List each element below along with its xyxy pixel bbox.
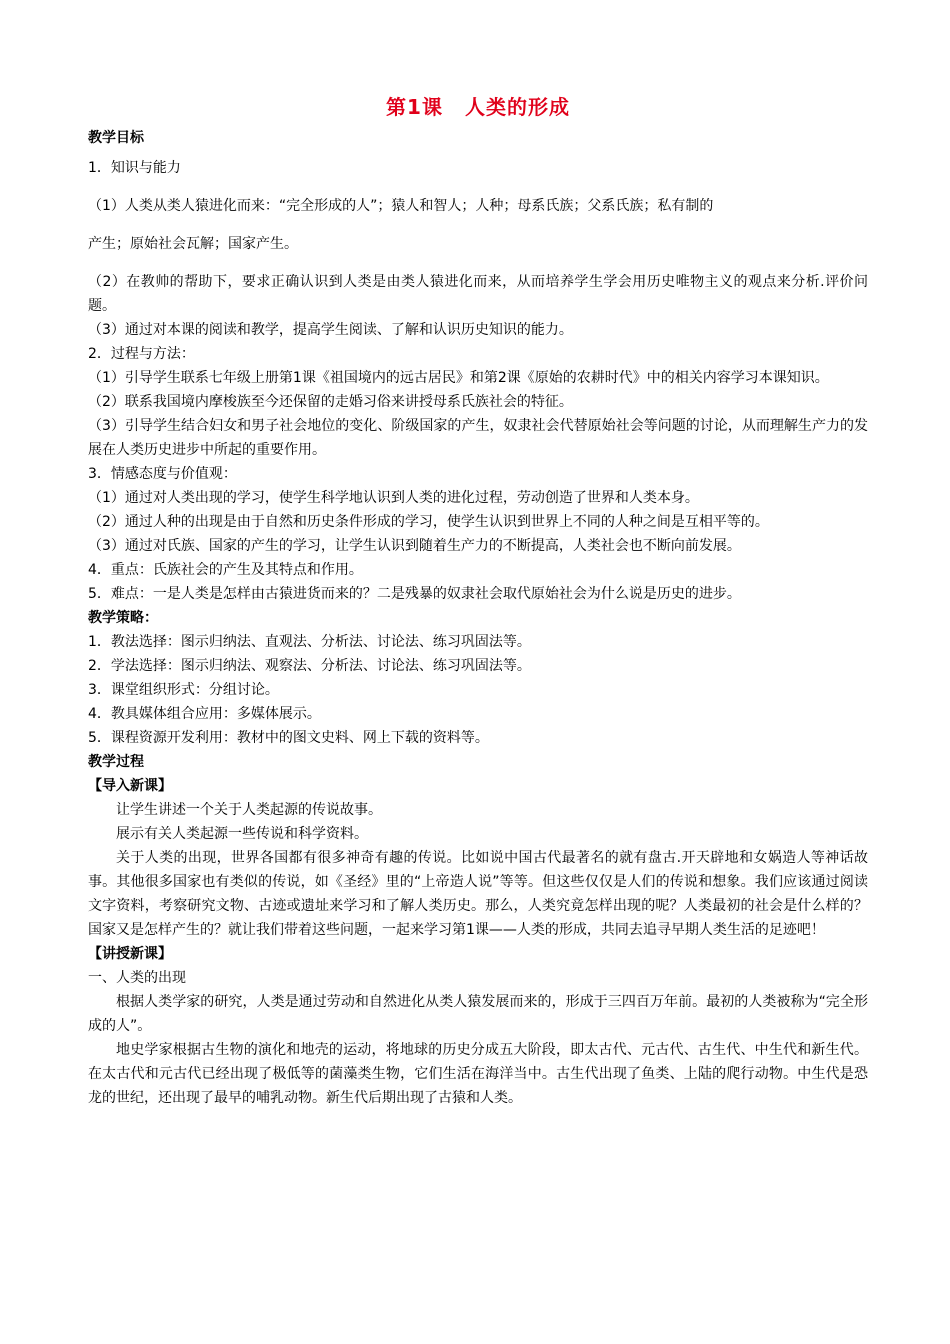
goal-item: （2）联系我国境内摩梭族至今还保留的走婚习俗来讲授母系氏族社会的特征。 xyxy=(88,394,573,410)
goal-item-continued: 产生；原始社会瓦解；国家产生。 xyxy=(88,236,298,252)
goal-item: （2）在教帅的帮助下，要求正确认识到人类是由类人猿进化而来，从而培养学生学会用历史唯物主义的观点来分析.评价问题。 xyxy=(88,274,868,314)
key-point: 4．重点：氏族社会的产生及其特点和作用。 xyxy=(88,562,363,578)
page-title xyxy=(88,91,868,120)
intro-paragraph: 关于人类的出现，世界各国都有很多神奇有趣的传说。比如说中国古代最著名的就有盘古.开天辟地和女娲造人等神话故事。其他很多国家也有类似的传说，如《圣经》里的“上帝造人说”等等。但这些仅仅是人们的传说和想象。我们应该通过阅读文字资料，考察研究文物、古迹或遗址来学习和了解人类历史。那么，人类究竟怎样出现的呢？人类最初的社会是什么样的？国家又是怎样产生的？就让我们带着这些问题，一起来学习第1课——人类的形成，共同去追寻早期人类生活的足迹吧！ xyxy=(88,850,868,938)
teaching-process-heading: 教学过程 xyxy=(88,754,144,770)
teaching-goals-heading: 教学目标 xyxy=(88,130,144,146)
intro-paragraph: 让学生讲述一个关于人类起源的传说故事。 xyxy=(116,802,382,818)
difficult-point: 5．难点：一是人类是怎样由古猿进货而来的？二是残暴的奴隶社会取代原始社会为什么说是历史的进步。 xyxy=(88,586,741,602)
section-title: 一、人类的出现 xyxy=(88,970,186,986)
intro-heading: 【导入新课】 xyxy=(88,778,172,794)
lesson-name: 人类的形成 xyxy=(464,95,570,119)
goal-item: （2）通过人种的出现是由于自然和历史条件形成的学习，使学生认识到世界上不同的人种之间是互相平等的。 xyxy=(88,514,769,530)
goal-item: （1）通过对人类出现的学习，使学生科学地认识到人类的进化过程，劳动创造了世界和人类本身。 xyxy=(88,490,699,506)
teaching-strategy-heading: 教学策略： xyxy=(88,610,158,626)
goal-item: （3）通过对本课的阅读和教学，提高学生阅读、了解和认识历史知识的能力。 xyxy=(88,322,573,338)
goal-item: （3）通过对氏族、国家的产生的学习，让学生认识到随着生产力的不断提高，人类社会也不断向前发展。 xyxy=(88,538,741,554)
lesson-number: 第1课 xyxy=(386,95,443,119)
goal-item: （1）引导学生联系七年级上册第1课《祖国境内的远古居民》和第2课《原始的农耕时代》中的相关内容学习本课知识。 xyxy=(88,370,829,386)
intro-paragraph: 展示有关人类起源一些传说和科学资料。 xyxy=(116,826,368,842)
goal-section-2: 2．过程与方法： xyxy=(88,346,195,362)
document-page xyxy=(88,88,868,1110)
section-paragraph: 根据人类学家的研究，人类是通过劳动和自然进化从类人猿发展而来的，形成于三四百万年前。最初的人类被称为“完全形成的人”。 xyxy=(88,994,868,1034)
strategy-item: 2．学法选择：图示归纳法、观察法、分析法、讨论法、练习巩固法等。 xyxy=(88,658,531,674)
strategy-item: 1．教法选择：图示归纳法、直观法、分析法、讨论法、练习巩固法等。 xyxy=(88,634,531,650)
goal-section-1: 1．知识与能力 xyxy=(88,160,181,176)
strategy-item: 3．课堂组织形式：分组讨论。 xyxy=(88,682,279,698)
section-paragraph: 地史学家根据古生物的演化和地壳的运动，将地球的历史分成五大阶段，即太古代、元古代、古生代、中生代和新生代。在太古代和元古代已经出现了极低等的菌藻类生物，它们生活在海洋当中。古生代出现了鱼类、上陆的爬行动物。中生代是恐龙的世纪，还出现了最早的哺乳动物。新生代后期出现了古猿和人类。 xyxy=(88,1042,868,1106)
goal-item: （1）人类从类人猿进化而来：“完全形成的人”；猿人和智人；人种；母系氏族；父系氏族；私有制的 xyxy=(88,198,714,214)
teach-heading: 【讲授新课】 xyxy=(88,946,172,962)
goal-item: （3）引导学生结合妇女和男子社会地位的变化、阶级国家的产生，奴隶社会代替原始社会等问题的讨论，从而理解生产力的发展在人类历史进步中所起的重要作用。 xyxy=(88,418,868,458)
goal-section-3: 3．情感态度与价值观： xyxy=(88,466,237,482)
strategy-item: 5．课程资源开发利用：教材中的图文史料、网上下载的资料等。 xyxy=(88,730,489,746)
strategy-item: 4．教具媒体组合应用：多媒体展示。 xyxy=(88,706,321,722)
